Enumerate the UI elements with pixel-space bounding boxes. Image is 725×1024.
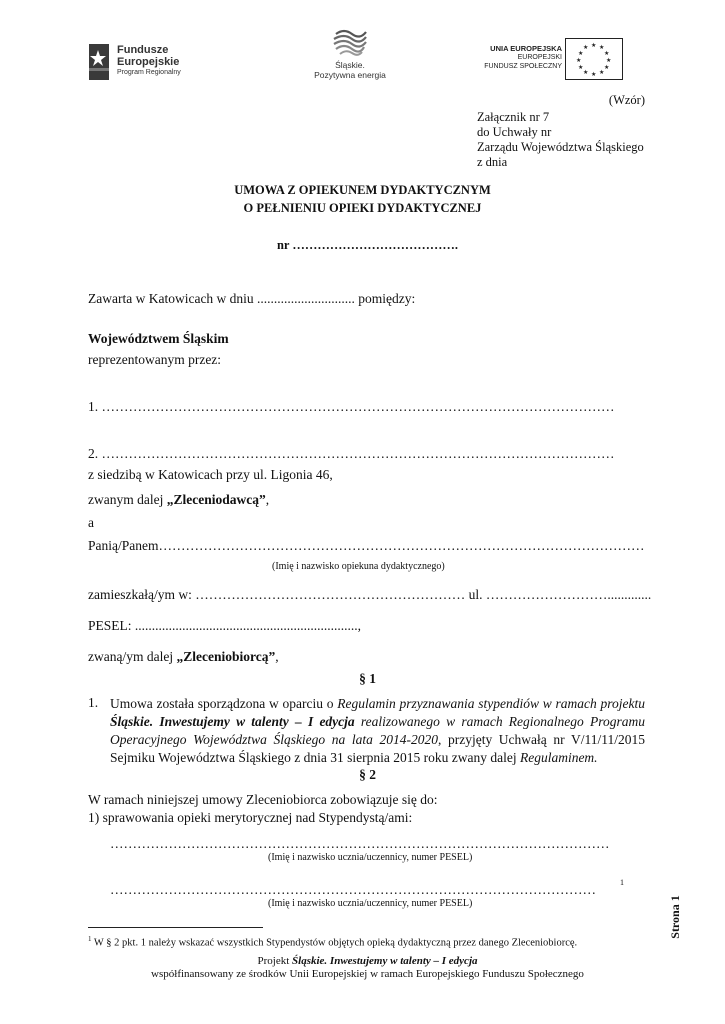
called-contractor-name: „Zleceniobiorcą”	[176, 649, 276, 664]
fe-star-icon	[85, 42, 111, 82]
attachment-line3: Zarządu Województwa Śląskiego	[477, 140, 644, 154]
attachment-info	[477, 110, 644, 170]
concluded-line: Zawarta w Katowicach w dniu ............................. pomiędzy:	[88, 291, 416, 306]
conjunction-a: a	[88, 515, 94, 530]
s1-l4-a: Sejmiku Województwa Śląskiego z dnia 31 sierpnia 2015 roku zwany dalej	[110, 750, 520, 765]
fe-line3: Program Regionalny	[117, 69, 181, 76]
title-line2: O PEŁNIENIU OPIEKI DYDAKTYCZNEJ	[243, 201, 482, 215]
title-line1: UMOWA Z OPIEKUNEM DYDAKTYCZNYM	[234, 183, 491, 197]
residence-line: zamieszkałą/ym w: …………………………………………………… ul. ……………………….............	[88, 587, 652, 602]
representative-1: 1. ……………………………………………………………………………………………………	[88, 399, 615, 414]
footer-line1	[0, 955, 725, 968]
section-1-text	[110, 695, 645, 767]
eu-flag-icon: ★ ★ ★ ★ ★ ★ ★ ★ ★ ★ ★ ★	[565, 38, 623, 80]
footnote-text: W § 2 pkt. 1 należy wskazać wszystkich Stypendystów objętych opieką dydaktyczną przez danego Zleceniobiorcę.	[91, 937, 578, 949]
section-2-heading: § 2	[359, 767, 376, 782]
s1-l3-b: , przyjęty Uchwałą nr V/11/11/2015	[437, 732, 645, 747]
s1-l2-b: realizowanego w ramach Regionalnego Programu	[354, 714, 645, 729]
called-client-prefix: zwanym dalej	[88, 492, 167, 507]
seat-address: z siedzibą w Katowicach przy ul. Ligonia 46,	[88, 467, 333, 482]
slaskie-line1: Śląskie.	[335, 60, 365, 70]
attachment-line4: z dnia	[477, 155, 508, 169]
footer-line1-b: Śląskie. Inwestujemy w talenty – I edycja	[292, 955, 478, 967]
agreement-number: nr ………………………………….	[276, 238, 459, 252]
s1-l3-a: Operacyjnego Województwa Śląskiego na lata 2014-2020	[110, 732, 438, 747]
document-title	[0, 181, 725, 217]
attachment-line1: Załącznik nr 7	[477, 110, 550, 124]
section-2-intro: W ramach niniejszej umowy Zleceniobiorca zobowiązuje się do:	[88, 792, 438, 807]
guardian-name-note: (Imię i nazwisko opiekuna dydaktycznego)	[272, 561, 445, 572]
s1-l1-b: Regulamin przyznawania stypendiów w ramach projektu	[337, 696, 646, 711]
student-2-line: ………………………………………………………………………………………………	[110, 882, 596, 897]
footer-line2: współfinansowany ze środków Unii Europejskiej w ramach Europejskiego Funduszu Społecznego	[151, 968, 584, 980]
party-voivodeship: Województwem Śląskim	[88, 331, 229, 346]
student-1-note: (Imię i nazwisko ucznia/uczennicy, numer PESEL)	[268, 852, 473, 863]
footnote-number: 1	[88, 935, 92, 943]
slaskie-waves-icon	[332, 26, 368, 56]
s1-l1-a: Umowa została sporządzona w oparciu o	[110, 696, 338, 711]
represented-by: reprezentowanym przez:	[88, 352, 222, 367]
s1-l2-a: Śląskie. Inwestujemy w talenty – I edycja	[110, 714, 355, 729]
representative-2: 2. ……………………………………………………………………………………………………	[88, 446, 615, 461]
footnote-ref: 1	[620, 878, 624, 887]
footer-line1-a: Projekt	[257, 955, 293, 967]
ue-line3: FUNDUSZ SPOŁECZNY	[484, 63, 562, 70]
section-1-line1	[110, 695, 645, 713]
student-2-note: (Imię i nazwisko ucznia/uczennicy, numer PESEL)	[268, 898, 473, 909]
ue-line1: UNIA EUROPEJSKA	[490, 44, 562, 53]
ue-line2: EUROPEJSKI	[517, 54, 562, 61]
called-contractor-suffix: ,	[275, 649, 279, 664]
section-1-line2	[110, 713, 645, 731]
pesel-line: PESEL: ..................................................................,	[88, 618, 362, 633]
slaskie-line2: Pozytywna energia	[314, 70, 386, 80]
called-contractor	[88, 649, 279, 665]
called-contractor-prefix: zwaną/ym dalej	[88, 649, 177, 664]
attachment-line2: do Uchwały nr	[477, 125, 552, 139]
wzor-label: (Wzór)	[608, 93, 645, 107]
guardian-name-line: Panią/Panem………………………………………………………………………………………………	[88, 538, 645, 553]
section-1-line4	[110, 749, 645, 767]
called-client-name: „Zleceniodawcą”	[166, 492, 266, 507]
student-1-line: …………………………………………………………………………………………………	[110, 836, 610, 851]
called-client	[88, 492, 269, 508]
page-number: Strona 1	[668, 895, 682, 939]
called-client-suffix: ,	[265, 492, 270, 507]
section-1-heading: § 1	[359, 671, 376, 686]
footnote-divider	[88, 927, 263, 928]
section-1-line3	[110, 731, 645, 749]
fe-line2: Europejskie	[117, 56, 180, 68]
fundusze-europejskie-logo	[85, 42, 200, 84]
ue-logo	[480, 38, 625, 80]
footer	[0, 955, 725, 981]
footnote	[88, 933, 577, 950]
fe-line1: Fundusze	[117, 44, 169, 56]
section-2-item-1: 1) sprawowania opieki merytorycznej nad Stypendystą/ami:	[88, 810, 413, 825]
section-1-number: 1.	[88, 695, 99, 710]
s1-l4-b: Regulaminem.	[519, 750, 598, 765]
slaskie-logo	[310, 24, 390, 82]
